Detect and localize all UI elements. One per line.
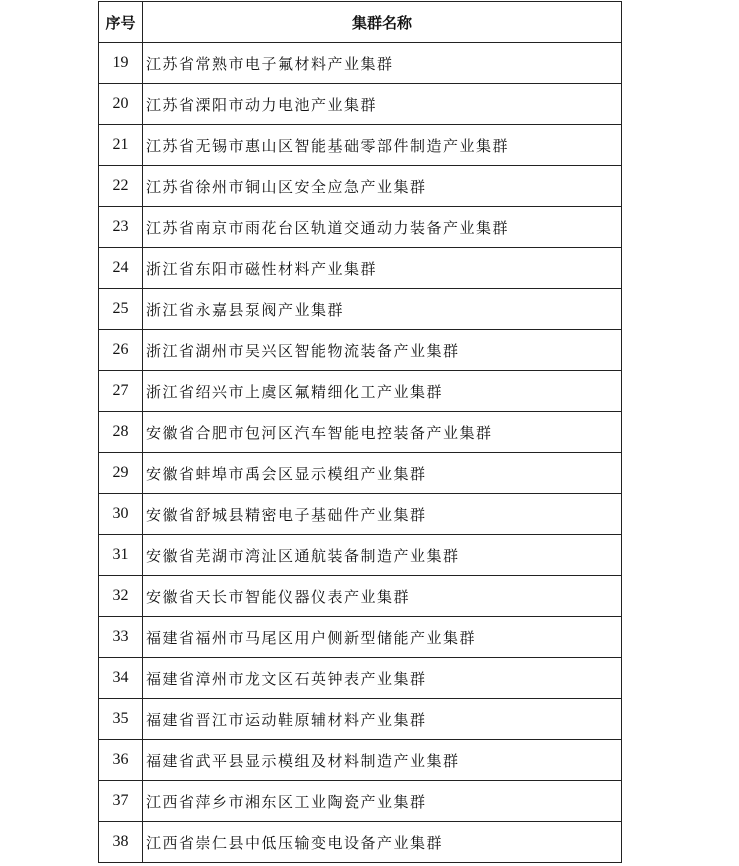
table-row: [99, 330, 622, 371]
table-row: [99, 43, 622, 84]
row-number: 25: [99, 289, 143, 330]
table-row: [99, 658, 622, 699]
header-cluster-name: 集群名称: [143, 2, 622, 43]
table-body: [99, 43, 622, 863]
table-row: [99, 535, 622, 576]
row-number: 38: [99, 822, 143, 863]
table-row: [99, 289, 622, 330]
row-number: 33: [99, 617, 143, 658]
table-row: [99, 494, 622, 535]
row-number: 37: [99, 781, 143, 822]
cluster-name: 江西省崇仁县中低压输变电设备产业集群: [143, 822, 622, 863]
cluster-table: [98, 1, 622, 863]
cluster-name: 福建省武平县显示模组及材料制造产业集群: [143, 740, 622, 781]
row-number: 32: [99, 576, 143, 617]
table-row: [99, 84, 622, 125]
cluster-name: 江苏省南京市雨花台区轨道交通动力装备产业集群: [143, 207, 622, 248]
cluster-table-container: [98, 1, 621, 863]
header-row: [99, 2, 622, 43]
cluster-name: 福建省晋江市运动鞋原辅材料产业集群: [143, 699, 622, 740]
row-number: 20: [99, 84, 143, 125]
cluster-name: 福建省漳州市龙文区石英钟表产业集群: [143, 658, 622, 699]
header-number: 序号: [99, 2, 143, 43]
cluster-name: 安徽省合肥市包河区汽车智能电控装备产业集群: [143, 412, 622, 453]
row-number: 27: [99, 371, 143, 412]
row-number: 22: [99, 166, 143, 207]
row-number: 19: [99, 43, 143, 84]
table-row: [99, 822, 622, 863]
row-number: 23: [99, 207, 143, 248]
table-row: [99, 412, 622, 453]
row-number: 26: [99, 330, 143, 371]
cluster-name: 浙江省永嘉县泵阀产业集群: [143, 289, 622, 330]
row-number: 31: [99, 535, 143, 576]
row-number: 34: [99, 658, 143, 699]
table-row: [99, 207, 622, 248]
row-number: 21: [99, 125, 143, 166]
cluster-name: 安徽省天长市智能仪器仪表产业集群: [143, 576, 622, 617]
cluster-name: 浙江省东阳市磁性材料产业集群: [143, 248, 622, 289]
table-row: [99, 740, 622, 781]
cluster-name: 安徽省芜湖市湾沚区通航装备制造产业集群: [143, 535, 622, 576]
table-row: [99, 125, 622, 166]
table-row: [99, 453, 622, 494]
row-number: 35: [99, 699, 143, 740]
cluster-name: 安徽省舒城县精密电子基础件产业集群: [143, 494, 622, 535]
row-number: 28: [99, 412, 143, 453]
table-row: [99, 576, 622, 617]
cluster-name: 江苏省徐州市铜山区安全应急产业集群: [143, 166, 622, 207]
row-number: 30: [99, 494, 143, 535]
cluster-name: 福建省福州市马尾区用户侧新型储能产业集群: [143, 617, 622, 658]
cluster-name: 安徽省蚌埠市禹会区显示模组产业集群: [143, 453, 622, 494]
table-row: [99, 166, 622, 207]
table-row: [99, 371, 622, 412]
table-row: [99, 248, 622, 289]
cluster-name: 江苏省溧阳市动力电池产业集群: [143, 84, 622, 125]
table-row: [99, 617, 622, 658]
table-row: [99, 699, 622, 740]
cluster-name: 江苏省无锡市惠山区智能基础零部件制造产业集群: [143, 125, 622, 166]
cluster-name: 江西省萍乡市湘东区工业陶瓷产业集群: [143, 781, 622, 822]
row-number: 36: [99, 740, 143, 781]
cluster-name: 浙江省湖州市吴兴区智能物流装备产业集群: [143, 330, 622, 371]
table-header: [99, 2, 622, 43]
table-row: [99, 781, 622, 822]
cluster-name: 浙江省绍兴市上虞区氟精细化工产业集群: [143, 371, 622, 412]
cluster-name: 江苏省常熟市电子氟材料产业集群: [143, 43, 622, 84]
row-number: 29: [99, 453, 143, 494]
row-number: 24: [99, 248, 143, 289]
